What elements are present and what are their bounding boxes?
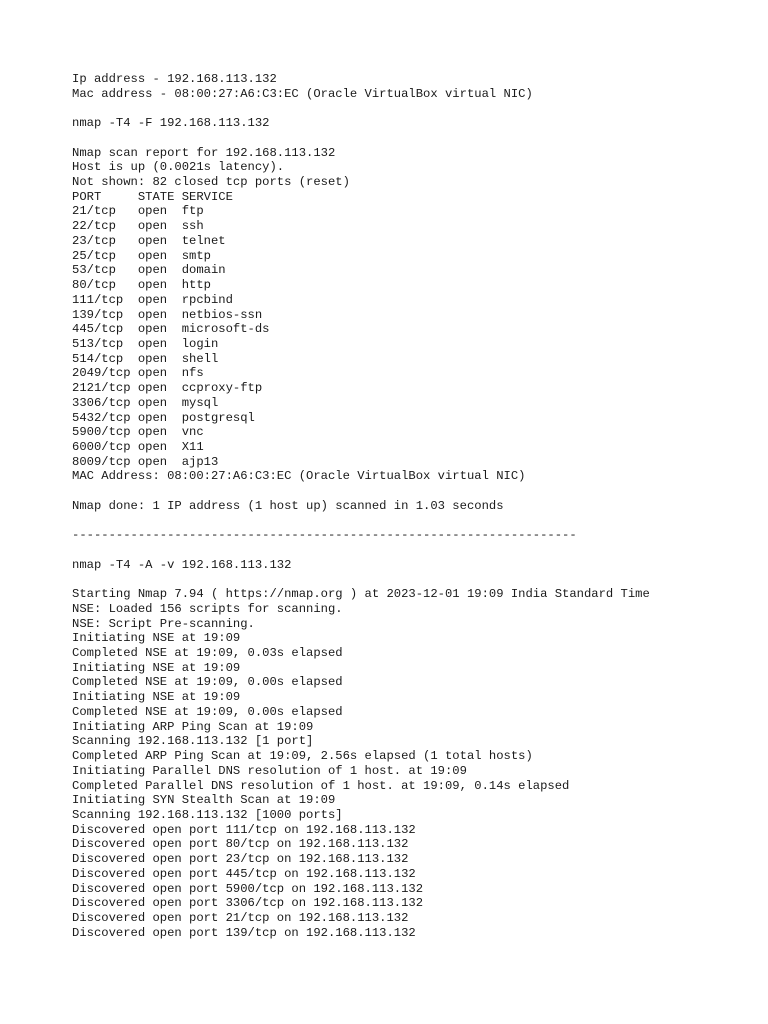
- log-line: Scanning 192.168.113.132 [1000 ports]: [72, 807, 343, 822]
- port-row: 6000/tcp open X11: [72, 439, 204, 454]
- log-line: Initiating NSE at 19:09: [72, 631, 241, 646]
- port-row: 2121/tcp open ccproxy-ftp: [72, 381, 263, 396]
- port-table-header: PORT STATE SERVICE: [72, 189, 233, 204]
- scan-done-line: Nmap done: 1 IP address (1 host up) scanned in 1.03 seconds: [72, 498, 504, 513]
- port-row: 80/tcp open http: [72, 278, 211, 293]
- log-line: Initiating NSE at 19:09: [72, 690, 241, 705]
- log-line: NSE: Loaded 156 scripts for scanning.: [72, 601, 343, 616]
- port-row: 22/tcp open ssh: [72, 219, 204, 234]
- port-row: 513/tcp open login: [72, 336, 219, 351]
- separator-line: ---------------------------------------------------------------------: [72, 528, 577, 543]
- log-line: Discovered open port 111/tcp on 192.168.113.132: [72, 822, 416, 837]
- port-row: 514/tcp open shell: [72, 351, 219, 366]
- blank-line: [72, 131, 752, 146]
- port-row: 139/tcp open netbios-ssn: [72, 307, 263, 322]
- port-row: 21/tcp open ftp: [72, 204, 204, 219]
- log-line: Discovered open port 80/tcp on 192.168.113.132: [72, 837, 409, 852]
- document-page: [72, 72, 752, 940]
- port-row: 25/tcp open smtp: [72, 248, 211, 263]
- fast-scan-command: nmap -T4 -F 192.168.113.132: [72, 116, 270, 131]
- log-line: Scanning 192.168.113.132 [1 port]: [72, 734, 314, 749]
- port-row: 2049/tcp open nfs: [72, 366, 204, 381]
- port-row: 5900/tcp open vnc: [72, 425, 204, 440]
- log-line: Discovered open port 445/tcp on 192.168.113.132: [72, 866, 416, 881]
- blank-line: [72, 543, 752, 558]
- blank-line: [72, 514, 752, 529]
- port-row: 445/tcp open microsoft-ds: [72, 322, 270, 337]
- port-row: 111/tcp open rpcbind: [72, 292, 233, 307]
- port-row: 3306/tcp open mysql: [72, 395, 219, 410]
- log-line: Completed NSE at 19:09, 0.00s elapsed: [72, 675, 343, 690]
- mac-address-line: Mac address - 08:00:27:A6:C3:EC (Oracle VirtualBox virtual NIC): [72, 86, 533, 101]
- blank-line: [72, 484, 752, 499]
- log-line: Completed NSE at 19:09, 0.00s elapsed: [72, 704, 343, 719]
- log-line: Discovered open port 5900/tcp on 192.168.113.132: [72, 881, 424, 896]
- log-line: Initiating NSE at 19:09: [72, 660, 241, 675]
- host-up-line: Host is up (0.0021s latency).: [72, 160, 285, 175]
- log-line: Discovered open port 3306/tcp on 192.168.113.132: [72, 896, 424, 911]
- log-line: Initiating Parallel DNS resolution of 1 host. at 19:09: [72, 763, 467, 778]
- port-row: 8009/tcp open ajp13: [72, 454, 219, 469]
- mac-result-line: MAC Address: 08:00:27:A6:C3:EC (Oracle VirtualBox virtual NIC): [72, 469, 526, 484]
- log-line: Completed ARP Ping Scan at 19:09, 2.56s elapsed (1 total hosts): [72, 749, 533, 764]
- port-row: 5432/tcp open postgresql: [72, 410, 255, 425]
- log-line: Discovered open port 21/tcp on 192.168.113.132: [72, 910, 409, 925]
- scan-log: [72, 587, 752, 940]
- blank-line: [72, 101, 752, 116]
- log-line: Completed NSE at 19:09, 0.03s elapsed: [72, 646, 343, 661]
- aggressive-scan-command: nmap -T4 -A -v 192.168.113.132: [72, 557, 292, 572]
- log-line: Discovered open port 139/tcp on 192.168.113.132: [72, 925, 416, 940]
- log-line: Discovered open port 23/tcp on 192.168.113.132: [72, 852, 409, 867]
- log-line: Initiating ARP Ping Scan at 19:09: [72, 719, 314, 734]
- log-line: Initiating SYN Stealth Scan at 19:09: [72, 793, 336, 808]
- blank-line: [72, 572, 752, 587]
- log-line: Starting Nmap 7.94 ( https://nmap.org ) at 2023-12-01 19:09 India Standard Time: [72, 587, 650, 602]
- log-line: Completed Parallel DNS resolution of 1 host. at 19:09, 0.14s elapsed: [72, 778, 570, 793]
- not-shown-line: Not shown: 82 closed tcp ports (reset): [72, 175, 350, 190]
- scan-report-line: Nmap scan report for 192.168.113.132: [72, 145, 336, 160]
- port-row: 23/tcp open telnet: [72, 233, 226, 248]
- port-table: [72, 204, 752, 469]
- log-line: NSE: Script Pre-scanning.: [72, 616, 255, 631]
- port-row: 53/tcp open domain: [72, 263, 226, 278]
- ip-address-line: Ip address - 192.168.113.132: [72, 72, 277, 86]
